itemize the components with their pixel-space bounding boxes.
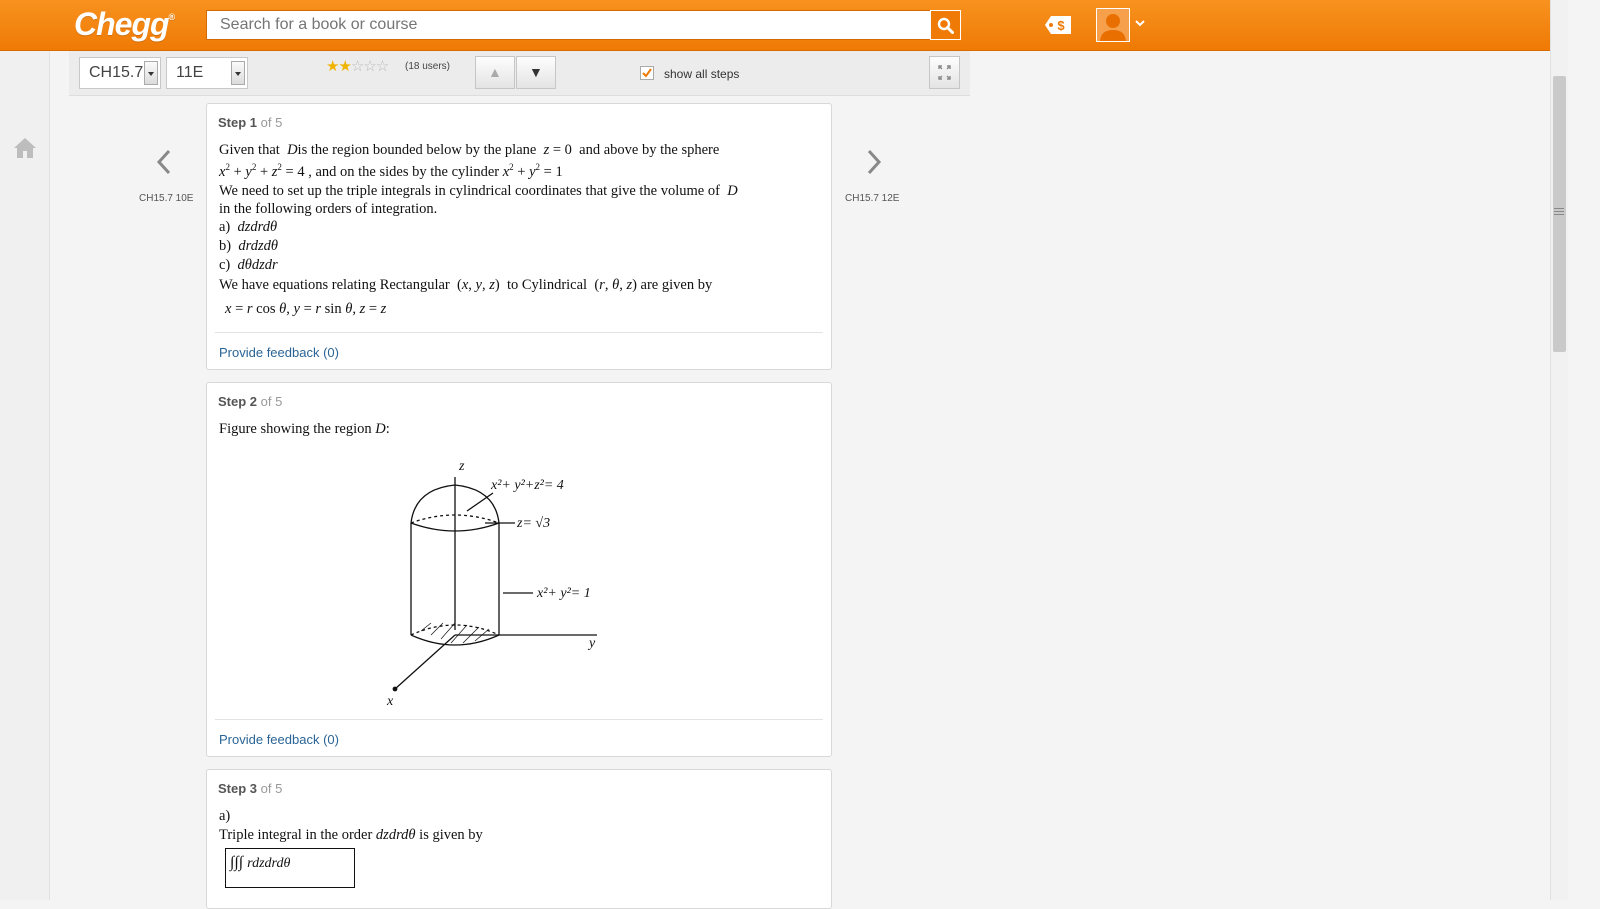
scrollbar-thumb[interactable]: [1553, 76, 1566, 352]
svg-text:x²+ y²= 1: x²+ y²= 1: [537, 586, 591, 601]
problem-select[interactable]: [166, 57, 248, 89]
show-all-steps-checkbox[interactable]: [640, 66, 654, 80]
chevron-left-icon[interactable]: [156, 148, 172, 176]
step-math-image: c) dθdzdr: [219, 257, 278, 273]
fullscreen-button[interactable]: [929, 56, 960, 89]
top-nav-bar: [0, 0, 1568, 51]
previous-problem-link[interactable]: CH15.7 10E: [139, 193, 194, 204]
chapter-select-value: CH15.7: [89, 64, 144, 81]
step-math-image: Triple integral in the order dzdrdθ is given by: [219, 827, 483, 843]
next-step-button[interactable]: [516, 56, 556, 89]
price-tag-icon[interactable]: [1045, 16, 1071, 34]
svg-text:y: y: [589, 636, 596, 651]
chapter-select[interactable]: [79, 57, 161, 89]
chegg-logo[interactable]: Chegg®: [74, 6, 175, 42]
svg-text:$: $: [1057, 18, 1065, 33]
part-label: a): [219, 808, 231, 824]
previous-step-button[interactable]: [475, 56, 515, 89]
provide-feedback-link[interactable]: Provide feedback (0): [219, 732, 339, 747]
left-rail: [0, 51, 50, 900]
next-problem-link[interactable]: CH15.7 12E: [845, 193, 900, 204]
solution-toolbar: [69, 51, 970, 96]
vertical-scrollbar[interactable]: [1550, 0, 1568, 900]
triangle-up-icon: ▲: [488, 64, 502, 80]
search-button[interactable]: [930, 10, 961, 40]
step-math-image: x = r cos θ, y = r sin θ, z = z: [225, 301, 387, 317]
triple-integral: ∫∫∫ rdzdrdθ: [230, 854, 291, 871]
grip-icon: [1554, 208, 1564, 209]
svg-text:x: x: [387, 694, 394, 709]
chevron-down-icon: [231, 61, 245, 85]
star-icon[interactable]: ★★: [326, 58, 351, 75]
star-outline-icon[interactable]: ☆☆☆: [350, 58, 389, 75]
step-card: [206, 103, 832, 370]
step-header: Step 2 of 5: [218, 394, 283, 409]
step-math-image: b) drdzdθ: [219, 238, 278, 254]
chevron-down-icon: [144, 61, 158, 85]
search-icon: [937, 17, 954, 34]
step-math-image: a) dzdrdθ: [219, 219, 278, 235]
step-card: [206, 382, 832, 757]
svg-text:z= √3: z= √3: [517, 516, 551, 531]
show-all-steps-label[interactable]: show all steps: [664, 67, 740, 81]
chevron-down-icon[interactable]: [1134, 20, 1146, 28]
expand-icon: [930, 57, 959, 88]
chevron-right-icon[interactable]: [866, 148, 882, 176]
step-math-image: We have equations relating Rectangular (x, y, z) to Cylindrical (r, θ, z) are given by: [219, 277, 713, 293]
user-silhouette-icon: [1097, 9, 1129, 41]
provide-feedback-link[interactable]: Provide feedback (0): [219, 345, 339, 360]
step-math-image: We need to set up the triple integrals in cylindrical coordinates that give the volume of D: [219, 183, 738, 199]
home-icon[interactable]: [13, 137, 37, 159]
svg-text:z: z: [459, 459, 465, 474]
avatar[interactable]: [1096, 8, 1130, 42]
rating-users-count: (18 users): [405, 61, 451, 72]
divider: [215, 332, 823, 333]
triangle-down-icon: ▼: [529, 64, 543, 80]
figure-caption: Figure showing the region D:: [219, 421, 390, 437]
svg-text:x²+ y²+z²= 4: x²+ y²+z²= 4: [491, 478, 564, 493]
divider: [215, 719, 823, 720]
problem-select-value: 11E: [176, 64, 204, 81]
step-math-image: in the following orders of integration.: [219, 201, 438, 217]
search-input[interactable]: [206, 10, 930, 40]
rating-stars[interactable]: [326, 57, 388, 75]
step-card: [206, 769, 832, 909]
step-math-image: $x^2 + y^2 + z^2 = 4$ , and on the sides by the cylinder $x^2 + y^2 = 1$: [219, 162, 563, 180]
boxed-integral: [225, 848, 355, 888]
region-d-figure: [367, 455, 647, 715]
checkmark-icon: [641, 67, 653, 79]
step-header: Step 3 of 5: [218, 781, 283, 796]
step-math-image: Given that Dis the region bounded below by the plane z = 0 and above by the sphere: [219, 142, 720, 158]
step-header: Step 1 of 5: [218, 115, 283, 130]
